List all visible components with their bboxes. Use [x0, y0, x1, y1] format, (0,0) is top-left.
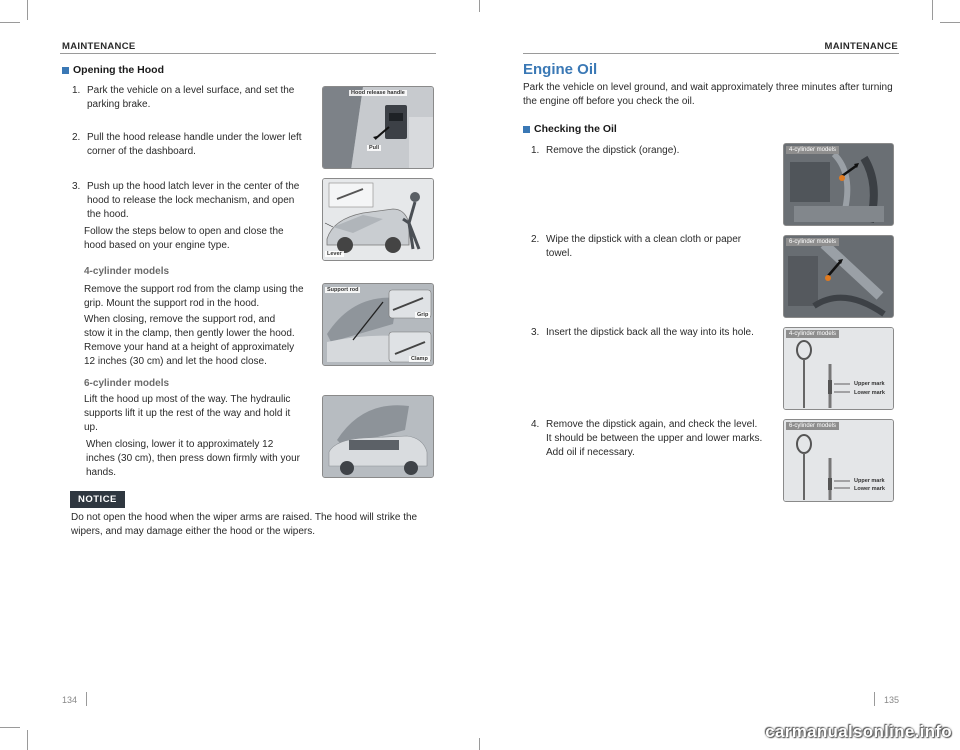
notice-badge: NOTICE: [70, 491, 125, 508]
model-tag: 4-cylinder models: [786, 146, 839, 154]
crop-mark: [0, 727, 20, 728]
follow-steps-text: Follow the steps below to open and close the hood based on your engine type.: [84, 226, 284, 251]
lower-mark-label: Lower mark: [854, 390, 885, 396]
grip-label: Grip: [417, 312, 429, 318]
engine-bay-drawing: [784, 236, 894, 318]
model-tag: 4-cylinder models: [786, 330, 839, 338]
four-cylinder-paragraph-2: When closing, remove the support rod, and stow it in the clamp, then gently lower the hood. Remove your hand at a height of approximately 12 inches (30 cm) and let the hood close.: [84, 314, 295, 367]
dipstick-drawing: [784, 328, 894, 410]
open-hood-support-rod-drawing: [323, 284, 434, 366]
crop-mark: [479, 738, 480, 750]
model-tag: 6-cylinder models: [786, 422, 839, 430]
running-header-left: MAINTENANCE: [62, 41, 136, 52]
page-title: Engine Oil: [523, 61, 598, 78]
pull-label: Pull: [369, 145, 380, 151]
four-cylinder-paragraph-1: Remove the support rod from the clamp using the grip. Mount the support rod in the hood.: [84, 284, 304, 309]
oil-step-2: 2. Wipe the dipstick with a clean cloth or paper towel.: [531, 234, 742, 259]
six-cylinder-heading: 6-cylinder models: [84, 378, 170, 389]
oil-step-1: 1. Remove the dipstick (orange).: [531, 145, 680, 156]
header-rule-right: [523, 53, 899, 54]
step-2: 2. Pull the hood release handle under the lower left corner of the dashboard.: [72, 132, 302, 157]
oil-step-4: 4. Remove the dipstick again, and check the level. It should be between the upper and lower marks. Add oil if necessary.: [531, 419, 763, 458]
dashboard-drawing: [323, 87, 434, 169]
running-header-right: MAINTENANCE: [824, 41, 898, 52]
hood-release-handle-label: Hood release handle: [351, 90, 405, 96]
page-number-divider-right: [874, 692, 875, 706]
crop-mark: [0, 22, 20, 23]
model-tag: 6-cylinder models: [786, 238, 839, 246]
four-cylinder-heading: 4-cylinder models: [84, 266, 170, 277]
page-number-right: 135: [884, 695, 900, 705]
upper-mark-label: Upper mark: [854, 381, 885, 387]
section-heading-opening-hood: Opening the Hood: [62, 64, 164, 76]
watermark: carmanualsonline.info: [765, 722, 952, 741]
lower-mark-label: Lower mark: [854, 486, 885, 492]
engine-bay-drawing: [784, 144, 894, 226]
support-rod-label: Support rod: [327, 287, 359, 293]
person-opening-hood-drawing: [323, 179, 434, 261]
hood-release-handle-illustration: [322, 86, 434, 169]
hood-latch-lever-illustration: [322, 178, 434, 261]
six-cylinder-paragraph-2: When closing, lower it to approximately 12 inches (30 cm), then press down firmly with your hands.: [86, 439, 300, 478]
header-rule-left: [60, 53, 436, 54]
square-bullet-icon: [523, 126, 530, 133]
square-bullet-icon: [62, 67, 69, 74]
page-number-left: 134: [62, 695, 78, 705]
upper-mark-label: Upper mark: [854, 478, 885, 484]
dipstick-4-cylinder-illustration: [783, 327, 894, 410]
six-cylinder-paragraph-1: Lift the hood up most of the way. The hydraulic supports lift it up the rest of the way and hold it up.: [84, 394, 291, 433]
car-open-hood-drawing: [323, 396, 434, 478]
clamp-label: Clamp: [411, 356, 428, 362]
notice-text: Do not open the hood when the wiper arms are raised. The hood will strike the wipers, and may damage either the hood or the wipers.: [71, 512, 418, 537]
crop-mark: [27, 730, 28, 750]
oil-step-3: 3. Insert the dipstick back all the way into its hole.: [531, 327, 754, 338]
dipstick-6-cylinder-illustration: [783, 419, 894, 502]
step-3: 3. Push up the hood latch lever in the center of the hood to release the lock mechanism, and open the hood.: [72, 181, 300, 220]
step-1: 1. Park the vehicle on a level surface, and set the parking brake.: [72, 85, 295, 110]
crop-mark: [27, 0, 28, 20]
crop-mark: [940, 22, 960, 23]
support-rod-illustration: [322, 283, 434, 366]
engine-4-cylinder-illustration: [783, 143, 894, 226]
lever-label: Lever: [327, 251, 342, 257]
hydraulic-hood-illustration: [322, 395, 434, 478]
crop-mark: [479, 0, 480, 12]
engine-6-cylinder-illustration: [783, 235, 894, 318]
intro-paragraph: Park the vehicle on level ground, and wait approximately three minutes after turning the engine off before you check the oil.: [523, 82, 893, 107]
page-number-divider-left: [86, 692, 87, 706]
section-heading-checking-oil: Checking the Oil: [523, 123, 617, 135]
crop-mark: [932, 0, 933, 20]
